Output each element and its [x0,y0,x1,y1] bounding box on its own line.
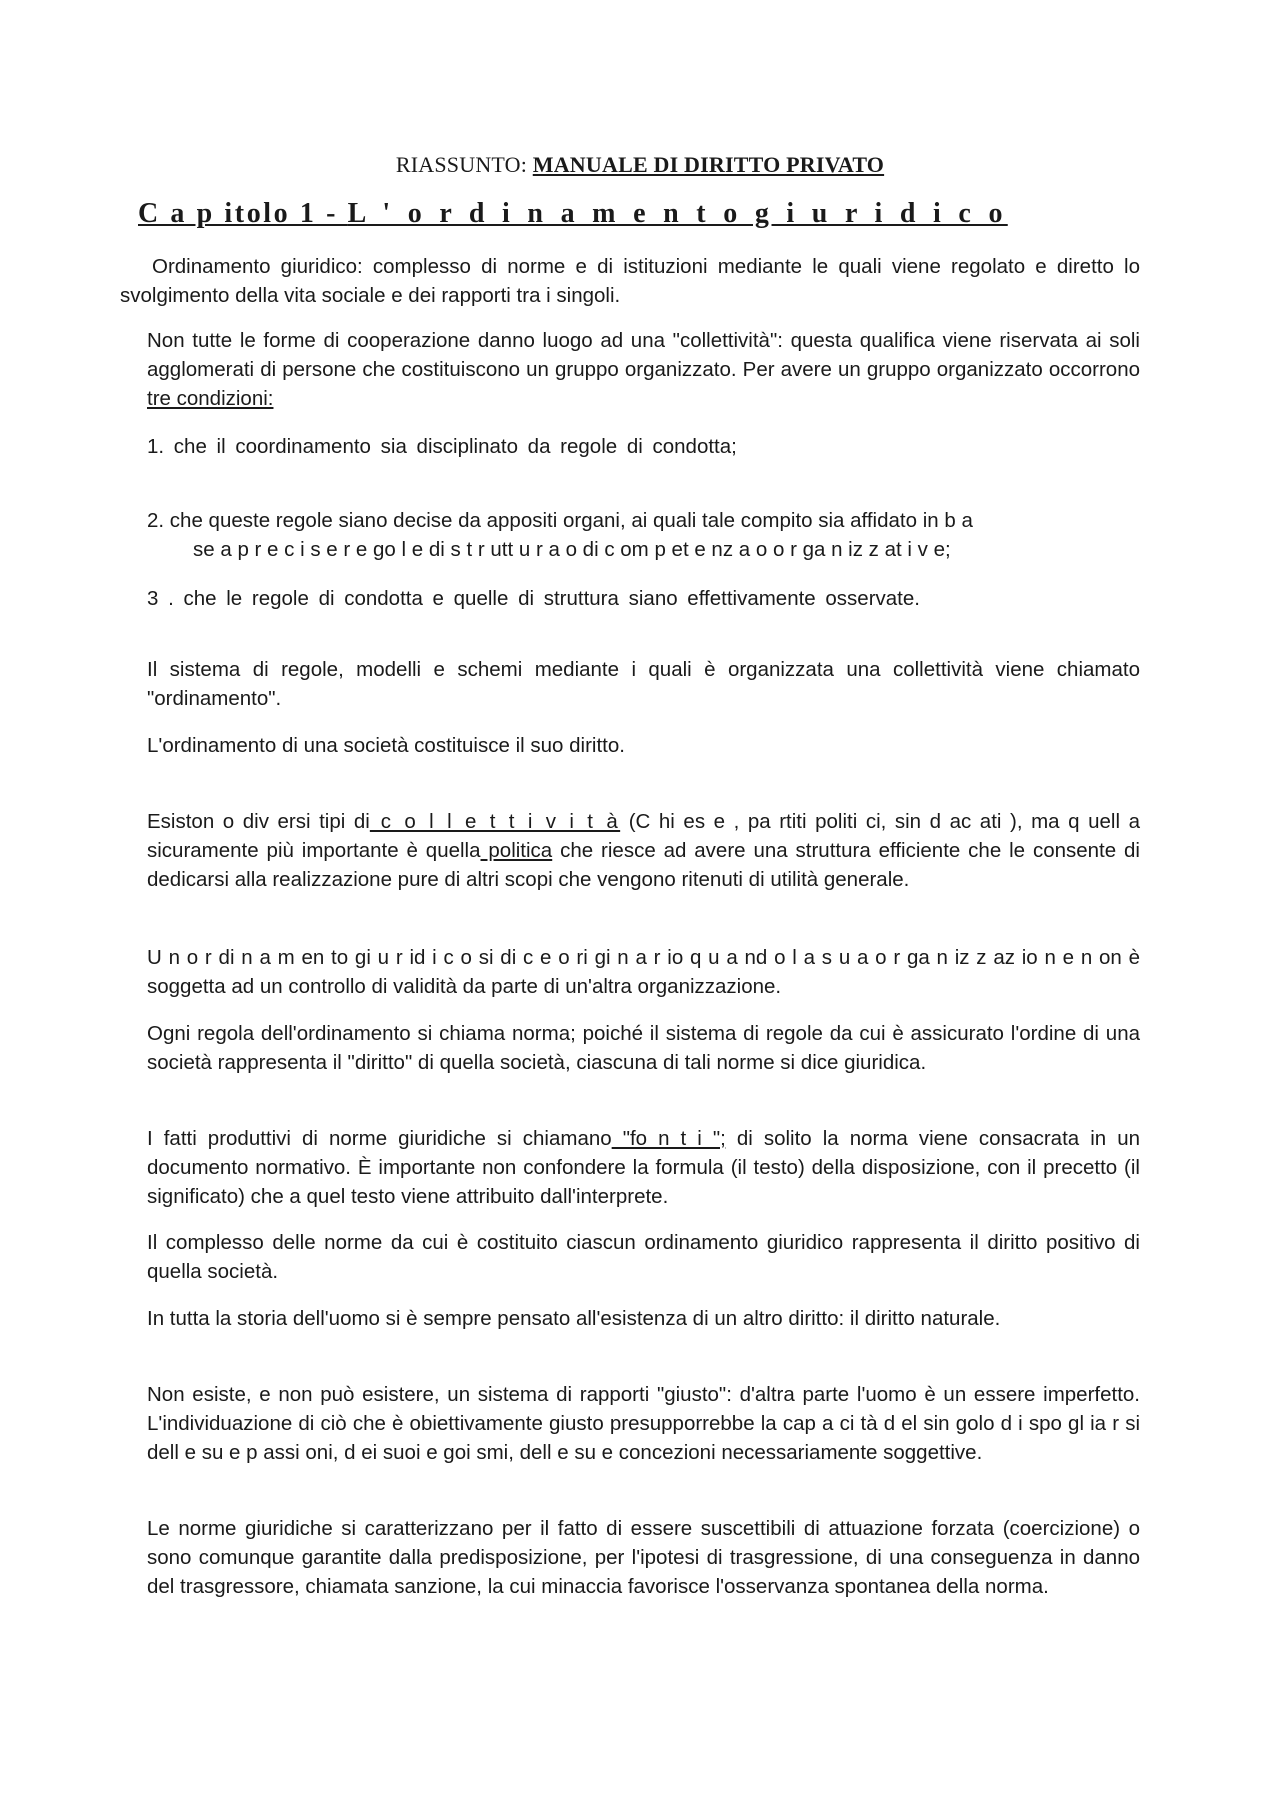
chapter-number: C a p itolo 1 - [138,198,348,229]
paragraph-text: Non tutte le forme di cooperazione danno luogo ad una "collettività": questa qualifica viene riservata ai soli agglomerati di persone che costituiscono un gruppo organizzato. Per avere un gruppo organizzato occorrono [147,329,1140,381]
paragraph-sistema-regole: Il sistema di regole, modelli e schemi mediante i quali è organizzata una collettività viene chiamato "ordinamento". [147,658,1140,710]
list-item-2-line-2: se a p r e c i s e r e go l e di s t r utt u r a o di c om p et e nz a o o r ga n iz z at i v e; [193,538,951,561]
paragraph-text: che riesce ad avere una struttura efficiente che le consente di dedicarsi alla realizzazione pure di altri scopi che vengono ritenuti di utilità generale. [147,839,1140,891]
list-item-3: 3 . che le regole di condotta e quelle di struttura siano effettivamente osservate. [147,587,920,610]
paragraph-sistema-giusto: Non esiste, e non può esistere, un sistema di rapporti "giusto": d'altra parte l'uomo è un essere imperfetto. L'individuazione di ciò che è obiettivamente giusto presupporrebbe la cap a ci tà d el sin golo d i spo gl ia r si dell e su e p assi oni, d ei suoi e goi smi, dell e su e concezioni necessariamente soggettive. [147,1383,1140,1464]
paragraph-collettivita [147,326,1140,413]
document-header [0,152,1280,178]
chapter-title: L ' o r d i n a m e n t o g i u r i d i c o [347,198,1008,229]
paragraph-text: (C hi es e , pa rtiti politi ci, sin d ac ati ), ma q uell a sicuramente più importante è quella [147,810,1140,862]
paragraph-definition: Ordinamento giuridico: complesso di norme e di istituzioni mediante le quali viene regolato e diretto lo svolgimento della vita sociale e dei rapporti tra i singoli. [120,255,1140,307]
paragraph-text: di solito la norma viene consacrata in un documento normativo. È importante non confondere la formula (il testo) della disposizione, con il precetto (il significato) che a quel testo viene attribuito dall'interprete. [147,1127,1141,1208]
header-prefix: RIASSUNTO: [395,152,533,177]
paragraph-ordinamento-originario: U n o r di n a m en to gi u r id i c o si di c e o ri gi n a r io q u a nd o l a s u a o r ga n iz z az io n e n on è soggetta ad un controllo di validità da parte di un'altra organizzazione. [147,946,1140,998]
paragraph-tipi-collettivita [147,807,1140,894]
paragraph-norma-giuridica: Ogni regola dell'ordinamento si chiama norma; poiché il sistema di regole da cui è assicurato l'ordine di una società rappresenta il "diritto" di quella società, ciascuna di tali norme si dice giuridica. [147,1022,1140,1074]
paragraph-diritto-societa: L'ordinamento di una società costituisce il suo diritto. [147,734,625,757]
underlined-tre-condizioni: tre condizioni: [147,387,274,410]
list-item-1: 1. che il coordinamento sia disciplinato da regole di condotta; [147,435,737,458]
list-item-2 [147,506,1140,564]
list-item-2-line-1: 2. che queste regole siano decise da appositi organi, ai quali tale compito sia affidato in b a [147,509,973,532]
underlined-collettivita: c o l l e t t i v i t à [369,810,621,833]
paragraph-diritto-naturale: In tutta la storia dell'uomo si è sempre pensato all'esistenza di un altro diritto: il diritto naturale. [147,1307,1001,1330]
chapter-heading [138,198,1008,230]
underlined-politica: politica [480,839,553,862]
paragraph-fonti [147,1124,1140,1211]
paragraph-diritto-positivo: Il complesso delle norme da cui è costituito ciascun ordinamento giuridico rappresenta il diritto positivo di quella società. [147,1231,1140,1283]
paragraph-text: Esiston o div ersi tipi di [147,810,370,833]
header-title: MANUALE DI DIRITTO PRIVATO [532,152,885,177]
underlined-fonti: "fo n t i "; [611,1127,726,1150]
paragraph-coercizione-sanzione: Le norme giuridiche si caratterizzano per il fatto di essere suscettibili di attuazione forzata (coercizione) o sono comunque garantite dalla predisposizione, per l'ipotesi di trasgressione, di una conseguenza in danno del trasgressore, chiamata sanzione, la cui minaccia favorisce l'osservanza spontanea della norma. [147,1517,1140,1598]
paragraph-text: I fatti produttivi di norme giuridiche si chiamano [147,1127,612,1150]
